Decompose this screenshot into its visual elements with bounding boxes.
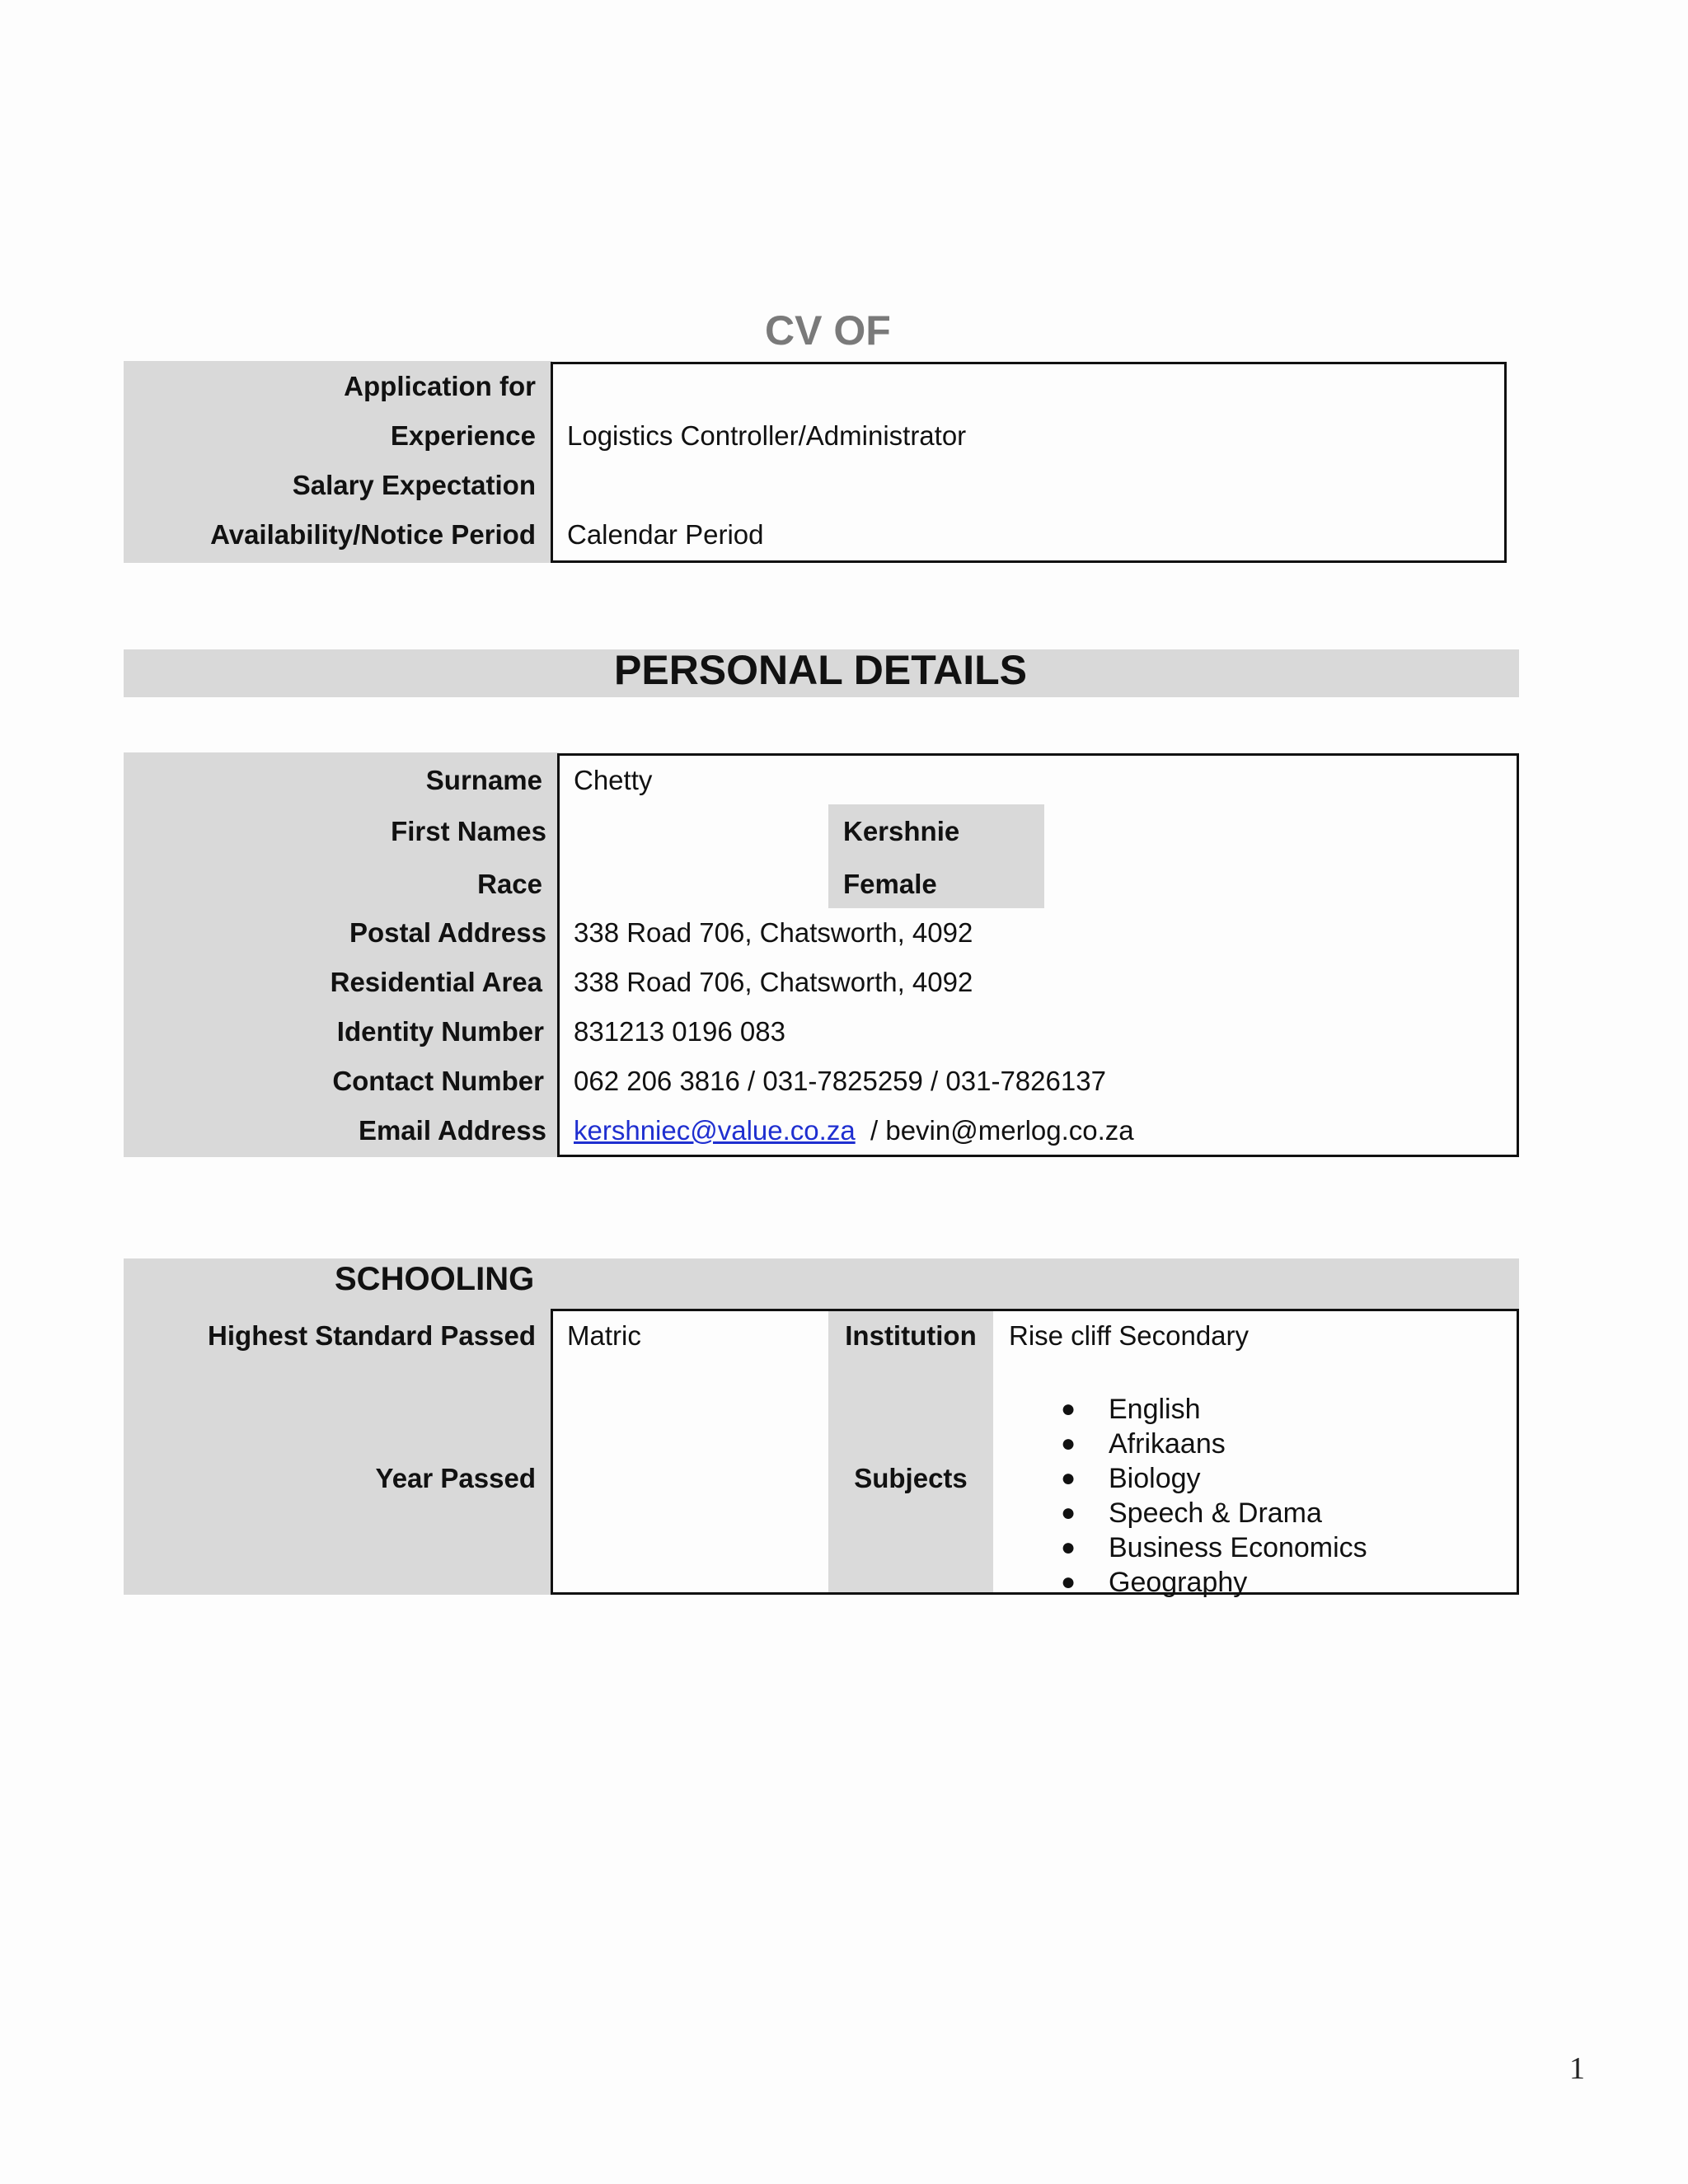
experience-value: Logistics Controller/Administrator: [567, 420, 967, 451]
bullet-icon: ●: [1061, 1499, 1076, 1526]
bullet-icon: ●: [1061, 1568, 1076, 1596]
bullet-icon: ●: [1061, 1465, 1076, 1492]
race-value: Female: [843, 869, 937, 899]
highest-standard-label: Highest Standard Passed: [208, 1320, 536, 1351]
bullet-icon: ●: [1061, 1395, 1076, 1422]
postal-address-value: 338 Road 706, Chatsworth, 4092: [574, 917, 973, 948]
bullet-icon: ●: [1061, 1430, 1076, 1457]
email-address-value: [574, 1115, 1134, 1146]
surname-value: Chetty: [574, 765, 653, 795]
list-item: ● English: [1061, 1394, 1201, 1425]
list-item: ● Geography: [1061, 1567, 1248, 1598]
highest-standard-value: Matric: [567, 1320, 641, 1351]
schooling-heading-bar: [124, 1258, 1519, 1310]
bullet-icon: ●: [1061, 1534, 1076, 1561]
availability-label: Availability/Notice Period: [210, 519, 536, 550]
list-item: ● Biology: [1061, 1463, 1201, 1494]
page-number: 1: [1569, 2051, 1585, 2086]
experience-label: Experience: [390, 420, 536, 451]
residential-area-label: Residential Area: [330, 967, 542, 997]
list-item: ● Speech & Drama: [1061, 1497, 1322, 1529]
subjects-list: [1061, 1392, 1367, 1600]
institution-label: Institution: [845, 1320, 977, 1351]
identity-number-label: Identity Number: [336, 1016, 544, 1047]
contact-number-label: Contact Number: [332, 1066, 544, 1096]
institution-subjects-column: [828, 1311, 993, 1592]
year-passed-label: Year Passed: [375, 1463, 536, 1493]
institution-value: Rise cliff Secondary: [1009, 1320, 1250, 1351]
list-item: ● Business Economics: [1061, 1532, 1367, 1563]
first-names-value: Kershnie: [843, 816, 960, 846]
schooling-value-box: [551, 1309, 1519, 1595]
identity-number-value: 831213 0196 083: [574, 1016, 785, 1047]
residential-area-value: 338 Road 706, Chatsworth, 4092: [574, 967, 973, 997]
email-secondary: / bevin@merlog.co.za: [855, 1115, 1134, 1146]
salary-expectation-label: Salary Expectation: [292, 470, 536, 500]
subjects-label: Subjects: [854, 1463, 968, 1493]
email-address-label: Email Address: [358, 1115, 546, 1146]
personal-details-heading: PERSONAL DETAILS: [614, 647, 1027, 693]
postal-address-label: Postal Address: [349, 917, 546, 948]
contact-number-value: 062 206 3816 / 031-7825259 / 031-7826137: [574, 1066, 1106, 1096]
availability-value: Calendar Period: [567, 519, 764, 550]
first-names-label: First Names: [391, 816, 546, 846]
list-item: ● Afrikaans: [1061, 1428, 1226, 1460]
schooling-heading: SCHOOLING: [335, 1261, 535, 1297]
surname-label: Surname: [425, 765, 542, 795]
email-primary-link[interactable]: kershniec@value.co.za: [574, 1115, 856, 1146]
race-label: Race: [477, 869, 542, 899]
application-for-label: Application for: [344, 371, 536, 401]
cv-title: CV OF: [765, 307, 891, 354]
